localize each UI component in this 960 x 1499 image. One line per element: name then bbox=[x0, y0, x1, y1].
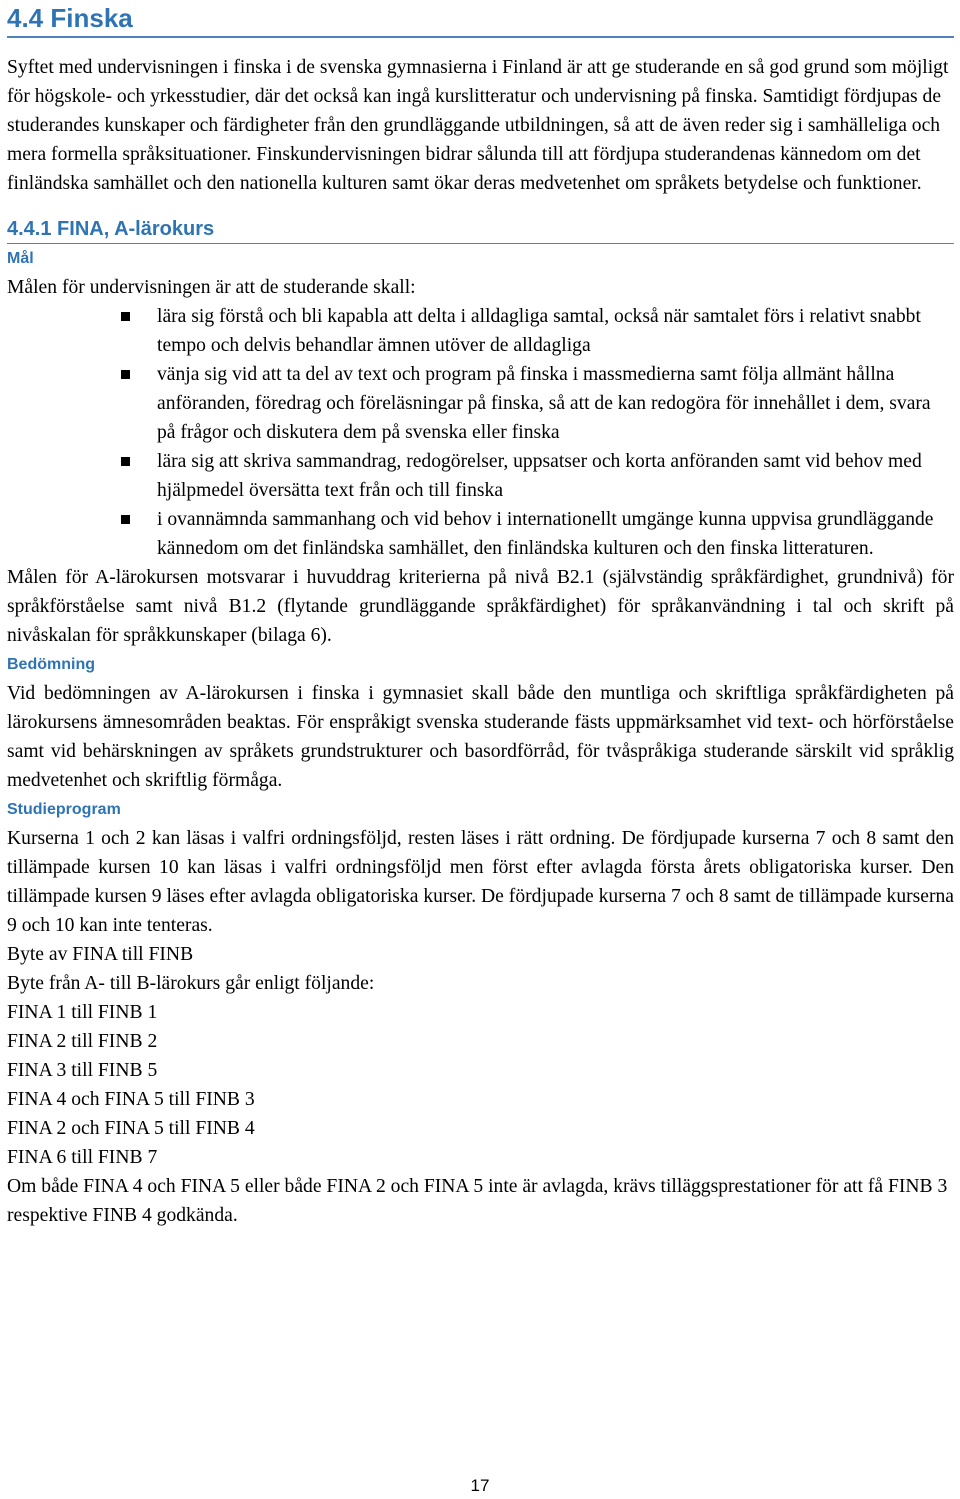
mal-heading: Mål bbox=[7, 250, 34, 267]
studieprogram-heading: Studieprogram bbox=[7, 801, 121, 818]
mapping-line: FINA 4 och FINA 5 till FINB 3 bbox=[7, 1089, 255, 1110]
final-paragraph: Om både FINA 4 och FINA 5 eller både FINA 2 och FINA 5 inte är avlagda, krävs tilläggsprestationer för att få FINB 3 respektive FINB 4 godkända. bbox=[7, 1176, 948, 1226]
list-item: vänja sig vid att ta del av text och program på finska i massmedierna samt följa allmänt hållna anföranden, föredrag och föreläsningar på finska, så att de kan redogöra för innehållet i dem, svara på frågor och diskutera dem på svenska eller finska bbox=[7, 360, 954, 447]
bedomning-paragraph: Vid bedömningen av A-lärokursen i finska i gymnasiet skall både den muntliga och skriftliga språkfärdigheten på lärokursens ämnesområden beaktas. För enspråkigt svenska studerande fästs uppmärksamhet vid text- och hörförståelse samt vid behärskningen av språkets grundstrukturer och basordförråd, för tvåspråkiga studerande särskilt vid språklig medvetenhet och skriftlig förmåga. bbox=[7, 683, 954, 791]
page-number: 17 bbox=[470, 1476, 490, 1495]
mal-lead: Målen för undervisningen är att de studerande skall: bbox=[7, 277, 416, 298]
mapping-line: FINA 1 till FINB 1 bbox=[7, 1002, 158, 1023]
mal-bullet-list bbox=[7, 302, 954, 563]
mapping-line: FINA 2 och FINA 5 till FINB 4 bbox=[7, 1118, 255, 1139]
subsection-heading: 4.4.1 FINA, A-lärokurs bbox=[7, 214, 954, 244]
square-bullet-icon bbox=[121, 515, 130, 524]
byte-lead: Byte från A- till B-lärokurs går enligt följande: bbox=[7, 973, 375, 994]
mapping-line: FINA 6 till FINB 7 bbox=[7, 1147, 158, 1168]
studieprogram-paragraph: Kurserna 1 och 2 kan läsas i valfri ordningsföljd, resten läses i rätt ordning. De fördjupade kurserna 7 och 8 samt den tillämpade kursen 10 kan läsas i valfri ordningsföljd men först efter avlagda första årets obligatoriska kurser. Den tillämpade kursen 9 läses efter avlagda obligatoriska kurser. De fördjupade kurserna 7 och 8 samt de tillämpade kurserna 9 och 10 kan inte tenteras. bbox=[7, 828, 954, 936]
list-item: lära sig att skriva sammandrag, redogörelser, uppsatser och korta anföranden samt vid behov med hjälpmedel översätta text från och till finska bbox=[7, 447, 954, 505]
section-heading: 4.4 Finska bbox=[7, 0, 954, 38]
mapping-line: FINA 3 till FINB 5 bbox=[7, 1060, 158, 1081]
byte-title: Byte av FINA till FINB bbox=[7, 944, 194, 965]
list-item: lära sig förstå och bli kapabla att delta i alldagliga samtal, också när samtalet förs i relativt snabbt tempo och delvis behandlar ämnen utöver de alldagliga bbox=[7, 302, 954, 360]
square-bullet-icon bbox=[121, 370, 130, 379]
mapping-line: FINA 2 till FINB 2 bbox=[7, 1031, 158, 1052]
document-page bbox=[7, 0, 954, 1230]
square-bullet-icon bbox=[121, 457, 130, 466]
square-bullet-icon bbox=[121, 312, 130, 321]
list-item: i ovannämnda sammanhang och vid behov i internationellt umgänge kunna uppvisa grundläggande kännedom om det finländska samhället, den finländska kulturen och den finska litteraturen. bbox=[7, 505, 954, 563]
bedomning-heading: Bedömning bbox=[7, 656, 95, 673]
mal-closing-paragraph: Målen för A-lärokursen motsvarar i huvuddrag kriterierna på nivå B2.1 (självständig språkfärdighet, grundnivå) för språkförståelse samt nivå B1.2 (flytande grundläggande språkfärdighet) för språkanvändning i tal och skrift på nivåskalan för språkkunskaper (bilaga 6). bbox=[7, 567, 954, 646]
intro-paragraph: Syftet med undervisningen i finska i de svenska gymnasierna i Finland är att ge studerande en så god grund som möjligt för högskole- och yrkesstudier, där det också kan ingå kurslitteratur och undervisning på finska. Samtidigt fördjupas de studerandes kunskaper och färdigheter från den grundläggande utbildningen, så att de även reder sig i samhälleliga och mera formella språksituationer. Finskundervisningen bidrar sålunda till att fördjupa studerandenas kännedom om det finländska samhället och den nationella kulturen samt ökar deras medvetenhet om språkets betydelse och funktioner. bbox=[7, 57, 949, 194]
